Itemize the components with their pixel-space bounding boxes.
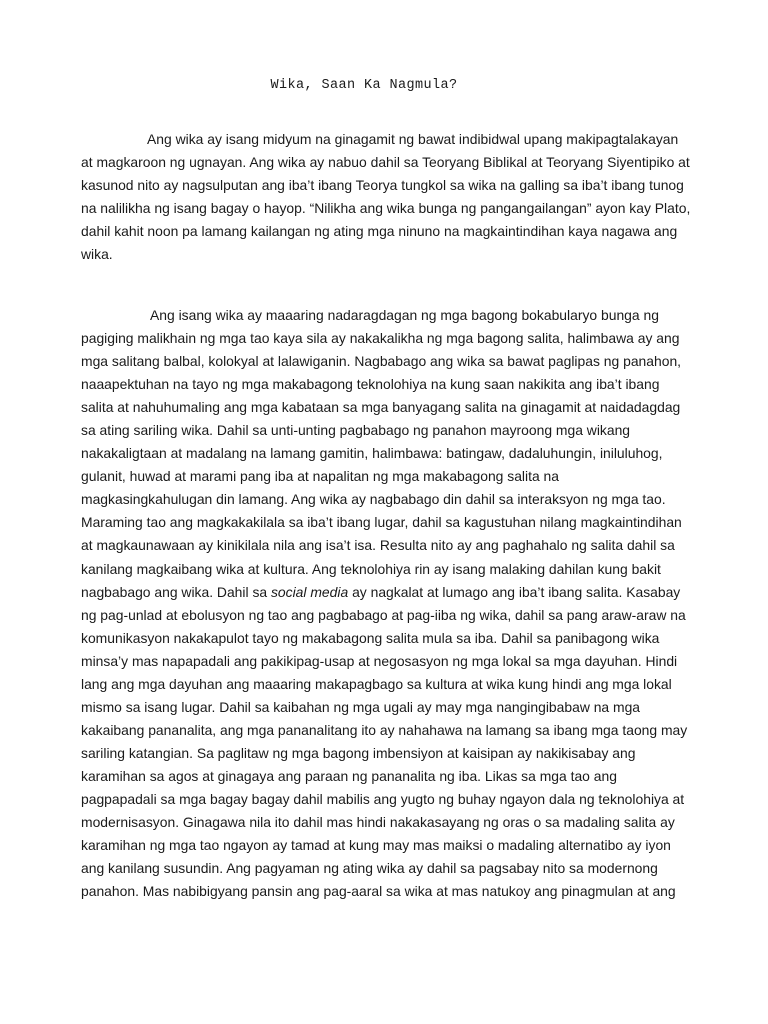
paragraph-2-text-b: ay nagkalat at lumago ang iba’t ibang salita. Kasabay ng pag-unlad at ebolusyon ng tao ang pagbabago at pag-iiba ng wika, dahil sa pang araw-araw na komunikasyon nakakapulot tayo ng makabagong salita mula sa iba. Dahil sa panibagong wika minsa’y mas napapadali ang pakikipag-usap at negosasyon ng mga lokal sa mga dayuhan. Hindi lang ang mga dayuhan ang maaaring makapagbago sa kultura at wika kung hindi ang mga lokal mismo sa isang lugar. Dahil sa kaibahan ng mga ugali ay may mga nangingibabaw na mga kakaibang pananalita, ang mga pananalitang ito ay nahahawa na lamang sa ibang mga taong may sariling katangian. Sa paglitaw ng mga bagong imbensiyon at kaisipan ay nakikisabay ang karamihan sa agos at ginagaya ang paraan ng pananalita ng iba. Likas sa mga tao ang pagpapadali sa mga bagay bagay dahil mabilis ang yugto ng buhay ngayon dala ng teknolohiya at modernisasyon. Ginagawa nila ito dahil mas hindi nakakasayang ng oras o sa madaling salita ay karamihan ng mga tao ngayon ay tamad at kung may mas maiksi o madaling alternatibo ay iyon ang kanilang susundin. Ang pagyaman ng ating wika ay dahil sa pagsabay nito sa modernong panahon. Mas nabibigyang pansin ang pag-aaral sa wika at mas natukoy ang pinagmulan at ang bbox=[81, 583, 688, 900]
paragraph-2 bbox=[81, 304, 691, 903]
document-title: Wika, Saan Ka Nagmula? bbox=[270, 78, 458, 93]
paragraph-2-italic-term: social media bbox=[270, 583, 349, 600]
paragraph-2-text-a: Ang isang wika ay maaaring nadaragdagan ng mga bagong bokabularyo bunga ng pagiging malikhain ng mga tao kaya sila ay nakakalikha ng mga bagong salita, halimbawa ay ang mga salitang balbal, kolokyal at lalawiganin. Nagbabago ang wika sa bawat paglipas ng panahon, naaapektuhan na tayo ng mga makabagong teknolohiya na kung saan nakikita ang iba’t ibang salita at nahuhumaling ang mga kabataan sa mga banyagang salita na ginagamit at naidadagdag sa ating sariling wika. Dahil sa unti-unting pagbabago ng panahon mayroong mga wikang nakakaligtaan at madalang na lamang gamitin, halimbawa: batingaw, dadaluhungin, iniluluhog, gulanit, huwad at marami pang iba at napalitan ng mga makabagong salita na magkasingkahulugan din lamang. Ang wika ay nagbabago din dahil sa interaksyon ng mga tao. Maraming tao ang magkakakilala sa iba’t ibang lugar, dahil sa kagustuhan nilang magkaintindihan at magkaunawaan ay kinikilala nila ang isa’t isa. Resulta nito ay ang paghahalo ng salita dahil sa kanilang magkaibang wika at kultura. Ang teknolohiya rin ay isang malaking dahilan kung bakit nagbabago ang wika. Dahil sa bbox=[81, 307, 682, 600]
paragraph-1: Ang wika ay isang midyum na ginagamit ng bawat indibidwal upang makipagtalakayan at magkaroon ng ugnayan. Ang wika ay nabuo dahil sa Teoryang Biblikal at Teoryang Siyentipiko at kasunod nito ay nagsulputan ang iba’t ibang Teorya tungkol sa wika na galling sa iba’t ibang tunog na nalilikha ng isang bagay o hayop. “Nilikha ang wika bunga ng pangangailangan” ayon kay Plato, dahil kahit noon pa lamang kailangan ng ating mga ninuno na magkaintindihan kaya nagawa ang wika. bbox=[81, 131, 691, 263]
